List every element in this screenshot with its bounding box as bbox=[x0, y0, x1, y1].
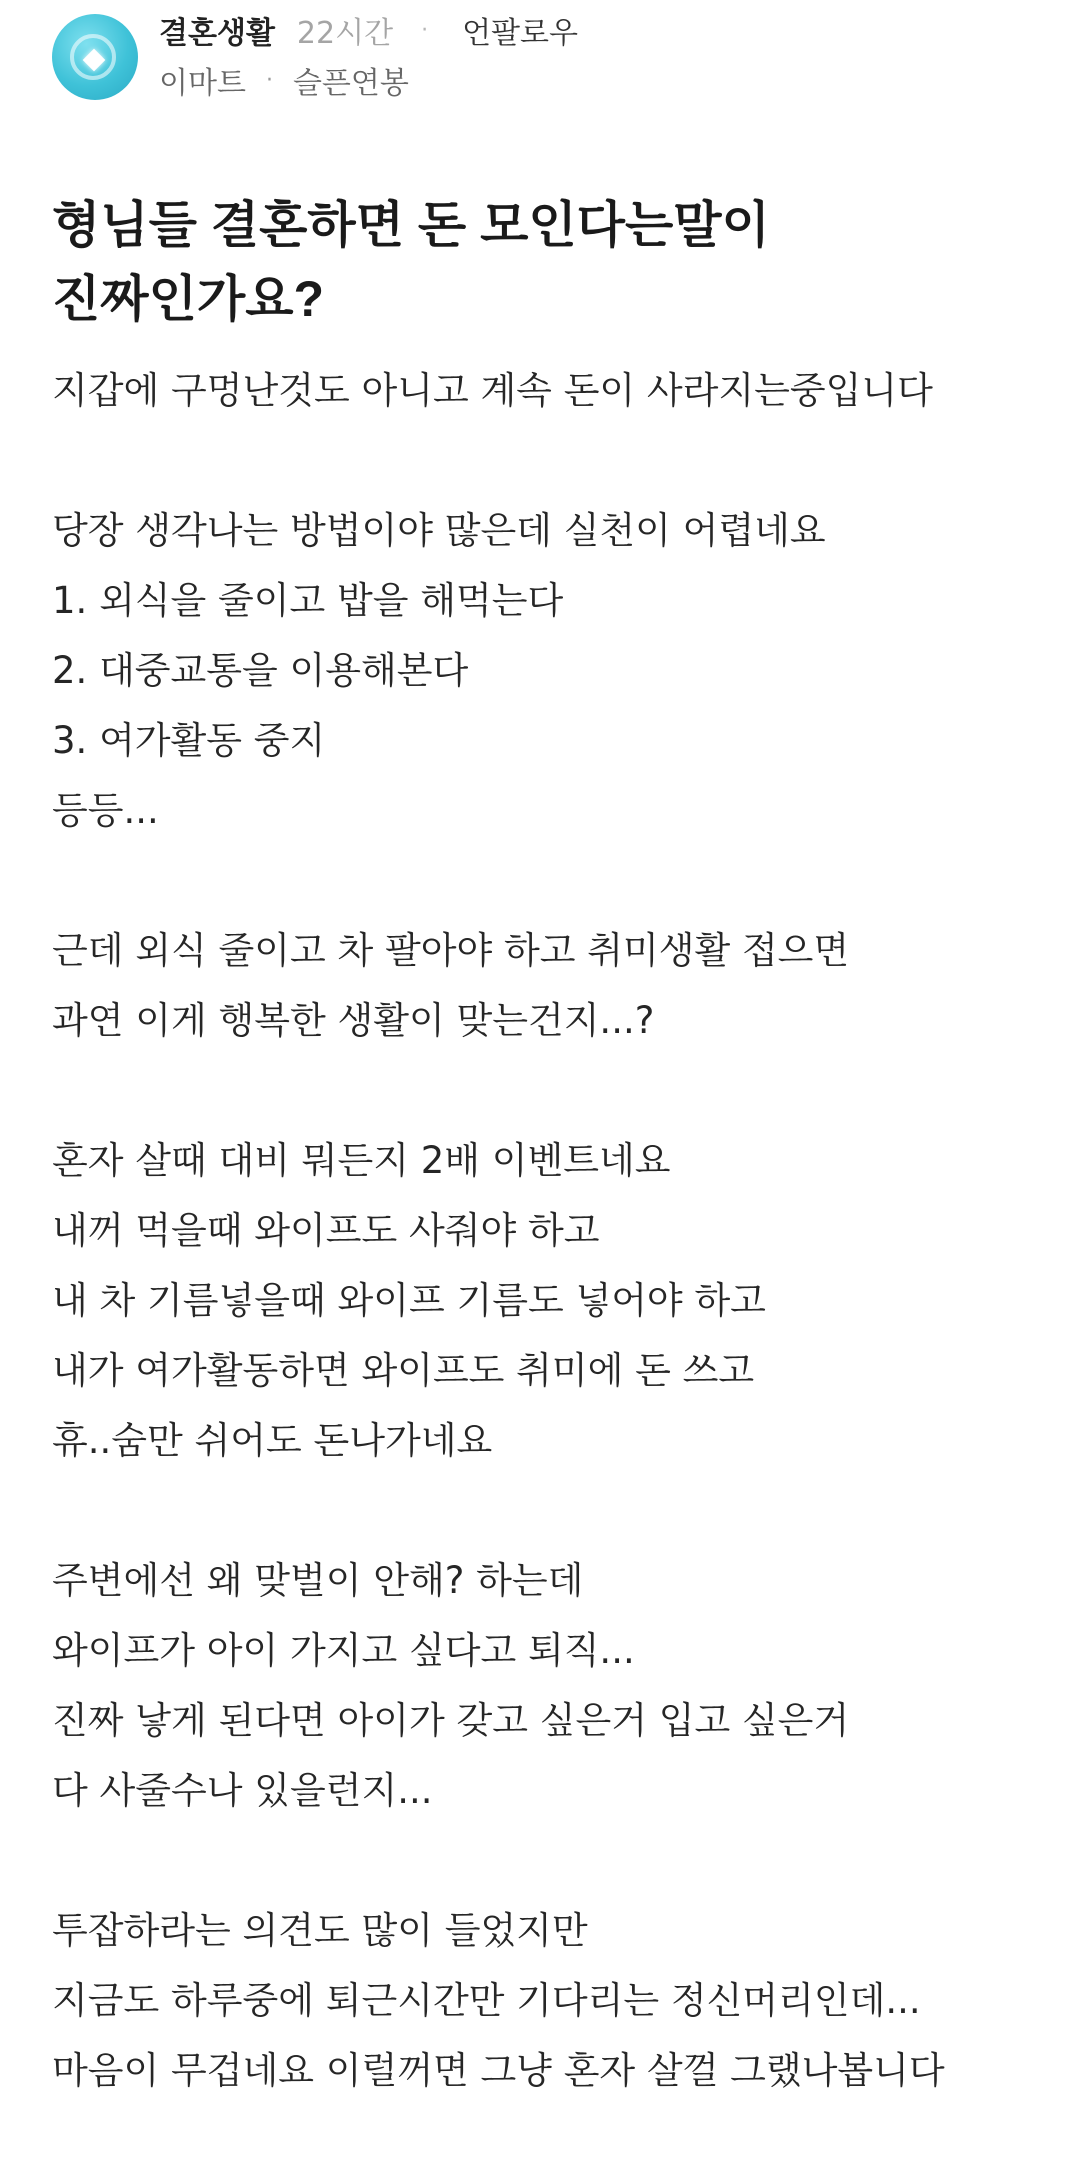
post-title-line: 진짜인가요? bbox=[52, 271, 325, 327]
body-line: 마음이 무겁네요 이럴꺼면 그냥 혼자 살껄 그랬나봅니다 bbox=[52, 2049, 945, 2092]
body-line: 투잡하라는 의견도 많이 들었지만 bbox=[52, 1909, 588, 1952]
body-blank-line bbox=[52, 846, 1042, 916]
body-line: 2. 대중교통을 이용해본다 bbox=[52, 649, 469, 692]
separator-dot: · bbox=[265, 67, 273, 93]
body-line: 다 사줄수나 있을런지... bbox=[52, 1769, 433, 1812]
body-blank-line bbox=[52, 426, 1042, 496]
post-title bbox=[52, 188, 1032, 336]
body-line: 등등... bbox=[52, 789, 159, 832]
board-avatar[interactable] bbox=[52, 14, 138, 100]
body-line: 1. 외식을 줄이고 밥을 해먹는다 bbox=[52, 579, 564, 622]
author-meta bbox=[159, 60, 409, 100]
body-blank-line bbox=[52, 1826, 1042, 1896]
body-line: 내 차 기름넣을때 와이프 기름도 넣어야 하고 bbox=[52, 1279, 766, 1322]
body-line: 지금도 하루중에 퇴근시간만 기다리는 정신머리인데... bbox=[52, 1979, 921, 2022]
body-blank-line bbox=[52, 1476, 1042, 1546]
header-meta-top bbox=[159, 10, 578, 50]
body-line: 주변에선 왜 맞벌이 안해? 하는데 bbox=[52, 1559, 584, 1602]
body-line: 당장 생각나는 방법이야 많은데 실천이 어렵네요 bbox=[52, 509, 826, 552]
body-line: 혼자 살때 대비 뭐든지 2배 이벤트네요 bbox=[52, 1139, 671, 1182]
board-name[interactable]: 결혼생활 bbox=[159, 16, 275, 51]
unfollow-button[interactable]: 언팔로우 bbox=[462, 16, 578, 51]
post-header bbox=[52, 10, 1032, 102]
body-line: 3. 여가활동 중지 bbox=[52, 719, 326, 762]
body-line: 진짜 낳게 된다면 아이가 갖고 싶은거 입고 싶은거 bbox=[52, 1699, 850, 1742]
post-body bbox=[52, 356, 1042, 2106]
author-company[interactable]: 이마트 bbox=[159, 66, 246, 101]
body-line: 와이프가 아이 가지고 싶다고 퇴직... bbox=[52, 1629, 635, 1672]
separator-dot: · bbox=[421, 17, 429, 43]
body-line: 내가 여가활동하면 와이프도 취미에 돈 쓰고 bbox=[52, 1349, 755, 1392]
body-blank-line bbox=[52, 1056, 1042, 1126]
post-time: 22시간 bbox=[296, 16, 394, 51]
body-line: 근데 외식 줄이고 차 팔아야 하고 취미생활 접으면 bbox=[52, 929, 850, 972]
body-line: 과연 이게 행복한 생활이 맞는건지...? bbox=[52, 999, 655, 1042]
body-line: 내꺼 먹을때 와이프도 사줘야 하고 bbox=[52, 1209, 600, 1252]
body-line: 지갑에 구멍난것도 아니고 계속 돈이 사라지는중입니다 bbox=[52, 369, 933, 412]
post-title-line: 형님들 결혼하면 돈 모인다는말이 bbox=[52, 197, 770, 253]
body-line: 휴..숨만 쉬어도 돈나가네요 bbox=[52, 1419, 493, 1462]
author-nickname[interactable]: 슬픈연봉 bbox=[292, 66, 409, 101]
